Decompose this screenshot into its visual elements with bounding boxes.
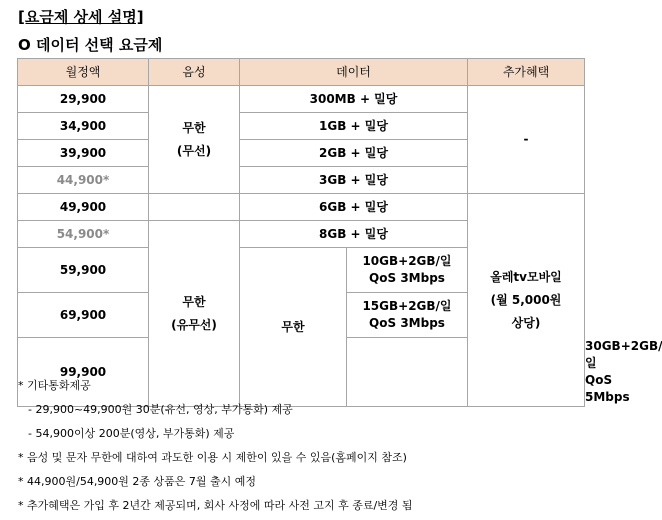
table-row [18, 86, 585, 113]
plan-table [17, 58, 662, 407]
header-benefit: 추가혜택 [468, 59, 585, 86]
header-voice: 음성 [149, 59, 240, 86]
price-cell: 34,900 [18, 113, 149, 140]
footnote: * 추가혜택은 가입 후 2년간 제공되며, 회사 사정에 따라 사전 고지 후 종료/변경 됨 [18, 499, 413, 512]
table-header-row [18, 59, 585, 86]
footnote: * 음성 및 문자 무한에 대하여 과도한 이용 시 제한이 있을 수 있음(홈페이지 참조) [18, 451, 407, 464]
price-cell: 49,900 [18, 194, 149, 221]
footnotes [18, 374, 413, 518]
benefit-line-3: 상당) [511, 315, 541, 330]
price-cell: 54,900* [18, 221, 149, 248]
footnote: * 44,900원/54,900원 2종 상품은 7월 출시 예정 [18, 475, 257, 488]
data-cell: 300MB + 밀당 [240, 86, 468, 113]
footnote-sub: - 29,900~49,900원 30분(유선, 영상, 부가통화) 제공 [28, 403, 293, 416]
data-detail-line-1: 10GB+2GB/일 [362, 254, 452, 268]
price-cell: 39,900 [18, 140, 149, 167]
data-detail-line-1: 15GB+2GB/일 [362, 299, 452, 313]
voice-wireless-label: (무선) [176, 143, 212, 158]
price-cell: 44,900* [18, 167, 149, 194]
footnote: * 기타통화제공 [18, 379, 91, 392]
benefit-cell-olleh-tv [468, 194, 585, 407]
table-row: 99,900 30GB+2GB/일 QoS 5Mbps [18, 338, 585, 407]
data-cell: 8GB + 밀당 [240, 221, 468, 248]
voice-unlimited-label: 무한 [182, 294, 206, 309]
data-cell: 1GB + 밀당 [240, 113, 468, 140]
table-row [18, 194, 585, 221]
data-detail-line-2: QoS 3Mbps [369, 316, 445, 330]
voice-unlimited-label: 무한 [182, 120, 206, 135]
data-cell: 2GB + 밀당 [240, 140, 468, 167]
data-cell: 6GB + 밀당 [240, 194, 468, 221]
section-title: O 데이터 선택 요금제 [18, 36, 163, 54]
data-detail-cell [347, 293, 468, 338]
footnote-sub: - 54,900이상 200분(영상, 부가통화) 제공 [28, 427, 235, 440]
price-cell: 29,900 [18, 86, 149, 113]
header-monthly-fee: 월정액 [18, 59, 149, 86]
benefit-line-1: 올레tv모바일 [490, 269, 562, 284]
header-data: 데이터 [240, 59, 468, 86]
voice-all-label: (유무선) [171, 317, 217, 332]
voice-cell-empty [149, 194, 240, 221]
data-detail-line-2: QoS 3Mbps [369, 271, 445, 285]
voice-cell-wireless [149, 86, 240, 194]
data-cell: 3GB + 밀당 [240, 167, 468, 194]
price-cell: 59,900 [18, 248, 149, 293]
benefit-line-2: (월 5,000원 [490, 292, 562, 307]
data-detail-cell [347, 248, 468, 293]
data-unlimited-cell: 무한 [240, 248, 347, 407]
page-title: [요금제 상세 설명] [18, 8, 144, 26]
price-cell: 69,900 [18, 293, 149, 338]
benefit-none-cell: - [468, 86, 585, 194]
price-cell: 99,900 [18, 338, 149, 407]
